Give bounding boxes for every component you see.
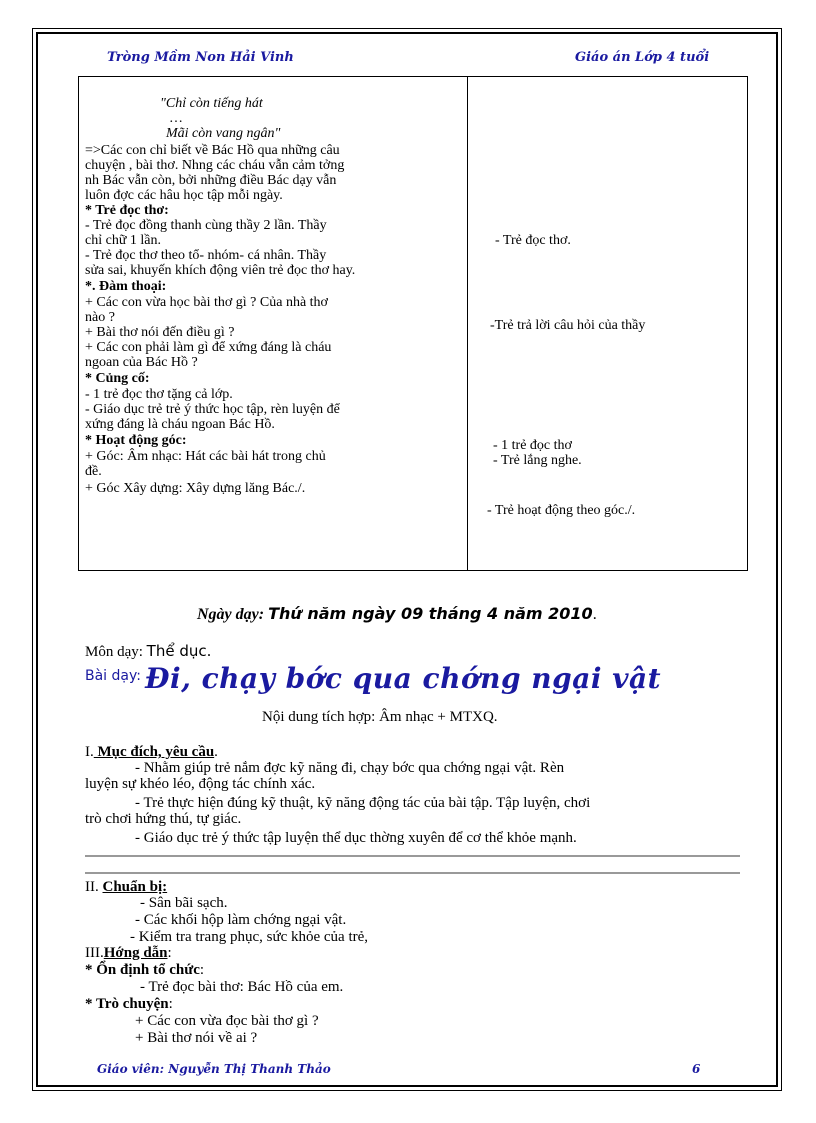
table-text-line: - Trẻ đọc thơ theo tổ- nhóm- cá nhân. Thầy xyxy=(85,248,327,263)
table-text-line: ngoan của Bác Hồ ? xyxy=(85,355,198,370)
section-2-title: Chuẩn bị: xyxy=(102,879,168,895)
table-text-line: + Bài thơ nói đến điều gì ? xyxy=(85,325,235,340)
table-text-line: - Trẻ đọc đồng thanh cùng thầy 2 lần. Thầy xyxy=(85,218,327,233)
section-3-line: - Trẻ đọc bài thơ: Bác Hồ của em. xyxy=(140,979,344,995)
separator-line xyxy=(85,855,740,857)
table-heading-conversation: *. Đàm thoại: xyxy=(85,279,167,294)
poem-line: "Chỉ còn tiếng hát xyxy=(160,96,263,111)
date-end: . xyxy=(592,606,597,623)
section-3-sub-heading: * Trò chuyện: xyxy=(85,996,173,1012)
table-heading-corner-activity: * Hoạt động góc: xyxy=(85,433,187,448)
date-value: Thứ năm ngày 09 tháng 4 năm 2010 xyxy=(268,604,593,623)
table-heading-read-poem: * Trẻ đọc thơ: xyxy=(85,203,169,218)
table-text-line: luôn đợc các hâu học tập mỗi ngày. xyxy=(85,188,283,203)
section-3-title: Hớng dẫn xyxy=(103,945,168,961)
section-2-line: - Sân bãi sạch. xyxy=(140,895,228,911)
header-school: Tròng Mầm Non Hải Vinh xyxy=(107,50,294,65)
date-label: Ngày dạy: xyxy=(197,606,265,623)
table-text-line: nh Bác vẫn còn, bởi những điều Bác dạy vẫn xyxy=(85,173,337,188)
lesson-line xyxy=(85,662,661,695)
subject-label: Môn dạy: xyxy=(85,644,143,660)
section-1-line: luyện sự khéo léo, động tác chính xác. xyxy=(85,776,316,792)
table-right-line: - Trẻ lắng nghe. xyxy=(493,453,582,468)
table-text-line: chỉ chữ 1 lần. xyxy=(85,233,162,248)
table-text-line: đề. xyxy=(85,464,102,479)
section-3-sub1: * Ổn định tổ chức xyxy=(85,962,200,978)
table-right-line: -Trẻ trả lời câu hỏi của thầy xyxy=(490,318,646,333)
section-2-line: - Các khối hộp làm chớng ngại vật. xyxy=(135,912,347,928)
section-2-line: - Kiểm tra trang phục, sức khỏe của trẻ, xyxy=(130,929,369,945)
table-text-line: nào ? xyxy=(85,310,115,325)
teaching-date xyxy=(197,604,597,624)
table-text-line: xứng đáng là cháu ngoan Bác Hồ. xyxy=(85,417,275,432)
integration-content: Nội dung tích hợp: Âm nhạc + MTXQ. xyxy=(262,709,498,725)
section-3-sub2: * Trò chuyện xyxy=(85,996,169,1012)
subject-line xyxy=(85,642,211,661)
header-doc-type: Giáo án Lớp 4 tuổi xyxy=(575,50,710,65)
section-1-title: Mục đích, yêu cầu xyxy=(93,744,215,760)
table-text-line: - 1 trẻ đọc thơ tặng cả lớp. xyxy=(85,387,233,402)
section-1-line: trò chơi hứng thú, tự giác. xyxy=(85,811,242,827)
table-text-line: + Các con phải làm gì để xứng đáng là cháu xyxy=(85,340,332,355)
table-right-line: - 1 trẻ đọc thơ xyxy=(493,438,572,453)
section-3-line: + Bài thơ nói về ai ? xyxy=(135,1030,258,1046)
section-2-heading xyxy=(85,879,740,895)
footer-teacher: Giáo viên: Nguyễn Thị Thanh Thảo xyxy=(97,1062,331,1076)
lesson-title: Đi, chạy bớc qua chớng ngại vật xyxy=(144,662,662,695)
table-heading-consolidate: * Củng cố: xyxy=(85,371,150,386)
table-right-line: - Trẻ đọc thơ. xyxy=(495,233,571,248)
section-3-prefix: III. xyxy=(85,945,104,961)
table-text-line: + Góc Xây dựng: Xây dựng lăng Bác./. xyxy=(85,481,306,496)
section-1-line: - Nhằm giúp trẻ nắm đợc kỹ năng đi, chạy bớc qua chớng ngại vật. Rèn xyxy=(135,760,565,776)
section-1-prefix: I. xyxy=(85,744,94,760)
table-text-line: + Góc: Âm nhạc: Hát các bài hát trong chủ xyxy=(85,449,326,464)
section-1-line: - Giáo dục trẻ ý thức tập luyện thể dục thờng xuyên để cơ thể khỏe mạnh. xyxy=(135,830,577,846)
section-2-prefix: II. xyxy=(85,879,99,895)
table-text-line: - Giáo dục trẻ trẻ ý thức học tập, rèn luyện để xyxy=(85,402,340,417)
lesson-label: Bài dạy: xyxy=(85,668,141,684)
footer-page-number: 6 xyxy=(692,1062,701,1076)
section-3-heading: III.Hớng dẫn: xyxy=(85,945,172,961)
section-1-heading: I. Mục đích, yêu cầu. xyxy=(85,744,218,760)
table-text-line: =>Các con chỉ biết về Bác Hồ qua những câu xyxy=(85,143,340,158)
table-divider xyxy=(467,77,468,570)
section-3-sub-heading: * Ổn định tổ chức: xyxy=(85,962,205,978)
table-text-line: + Các con vừa học bài thơ gì ? Của nhà thơ xyxy=(85,295,328,310)
poem-line: Mãi còn vang ngân" xyxy=(166,126,281,141)
table-text-line: sửa sai, khuyến khích động viên trẻ đọc thơ hay. xyxy=(85,263,356,278)
section-1-line: - Trẻ thực hiện đúng kỹ thuật, kỹ năng động tác của bài tập. Tập luyện, chơi xyxy=(135,795,591,811)
section-3-line: + Các con vừa đọc bài thơ gì ? xyxy=(135,1013,319,1029)
table-right-line: - Trẻ hoạt động theo góc./. xyxy=(487,503,636,518)
subject-value: Thể dục. xyxy=(146,642,212,660)
poem-ellipsis: … xyxy=(170,111,183,126)
separator-line xyxy=(85,872,740,874)
table-text-line: chuyện , bài thơ. Nhng các cháu vẫn cảm tởng xyxy=(85,158,345,173)
